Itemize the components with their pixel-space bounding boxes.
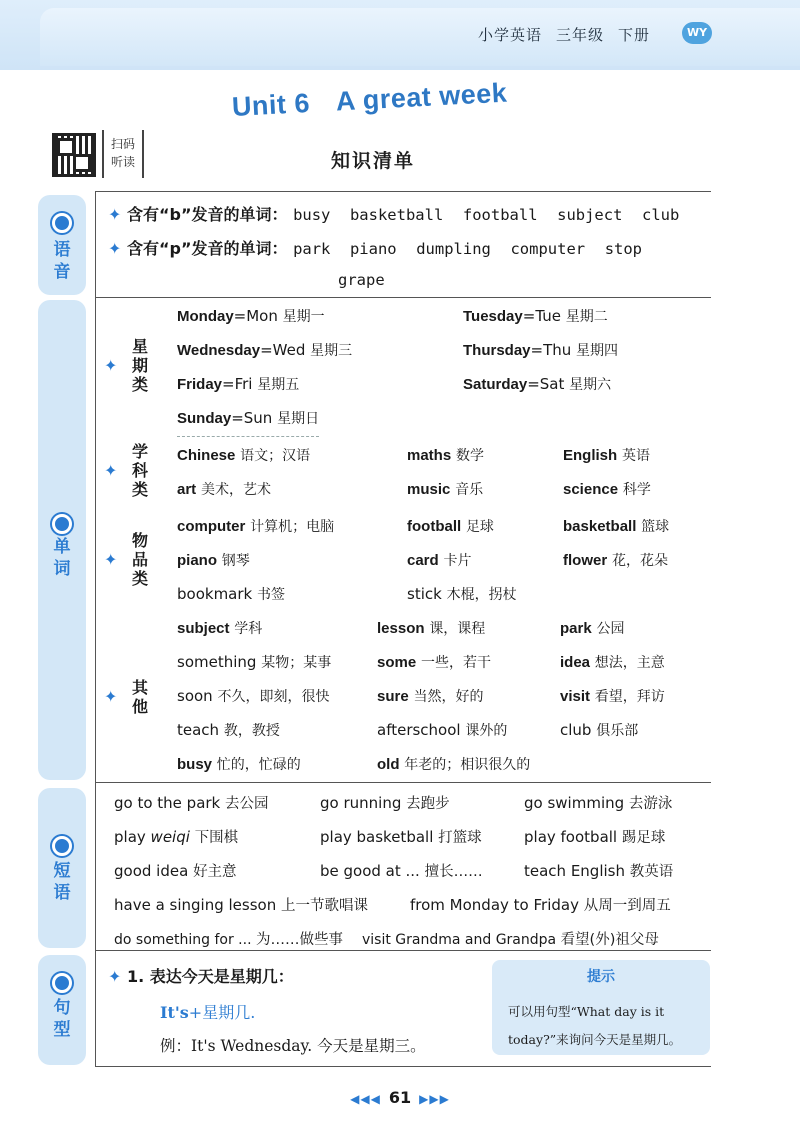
phrase-item: go to the park 去公园 (114, 794, 269, 812)
side-words-label: 单词 (53, 537, 71, 579)
divider (95, 1066, 711, 1067)
vocab-item: Sunday=Sun 星期日 (177, 408, 319, 437)
vocab-item: lesson 课，课程 (377, 620, 486, 637)
box-left-border (95, 191, 96, 1066)
category-items-label: 物品类 (131, 531, 148, 588)
side-sentences (38, 955, 86, 1065)
phrase-item: play basketball 打篮球 (320, 828, 482, 846)
tip-title: 提示 (587, 969, 615, 985)
pattern-en: It's (160, 1003, 189, 1022)
tip-box (492, 960, 710, 1055)
star-bullet-icon: ✦ (104, 461, 118, 480)
unit-number: Unit 6 (231, 87, 311, 122)
category-others (104, 678, 152, 716)
phrase-item: from Monday to Friday 从周一到周五 (410, 896, 671, 914)
side-sentences-label: 句型 (53, 998, 71, 1040)
vocab-item: flower 花，花朵 (563, 552, 668, 569)
vocab-item: afterschool 课外的 (377, 721, 508, 739)
target-icon (52, 213, 72, 233)
vocab-item: computer 计算机；电脑 (177, 518, 335, 535)
sentence-example (160, 1034, 426, 1056)
p-sound-row-2 (338, 270, 399, 289)
category-subjects (104, 442, 152, 499)
page-footer (0, 1088, 800, 1107)
phrase-item: play football 踢足球 (524, 828, 666, 846)
vocab-item: visit 看望，拜访 (560, 688, 665, 705)
scan-line2: 听读 (110, 155, 135, 169)
b-sound-row (108, 202, 693, 225)
divider (95, 191, 711, 192)
vocab-item: Wednesday=Wed 星期三 (177, 341, 353, 359)
sentence-pattern (160, 1000, 255, 1023)
header-grade: 三年级 (555, 26, 604, 44)
vocab-item: idea 想法，主意 (560, 654, 665, 671)
word: grape (338, 271, 385, 289)
sentence-heading-text: 1. 表达今天是星期几： (126, 967, 294, 986)
example-label: 例： (160, 1037, 192, 1055)
tip-line: 可以用句型“What day is it (508, 1004, 665, 1019)
vocab-item: club 俱乐部 (560, 721, 639, 739)
target-icon (52, 836, 72, 856)
b-sound-label: 含有“b”发音的单词： (126, 205, 288, 224)
phrase-item: go swimming 去游泳 (524, 794, 673, 812)
phrase-item: have a singing lesson 上一节歌唱课 (114, 896, 368, 914)
scan-line1: 扫码 (110, 137, 135, 151)
vocab-item: some 一些，若干 (377, 654, 491, 671)
header-text (464, 24, 704, 45)
phrase-item: teach English 教英语 (524, 862, 674, 880)
header-volume: 下册 (617, 26, 650, 44)
vocab-item: Friday=Fri 星期五 (177, 375, 300, 393)
header-subject: 小学英语 (477, 26, 542, 44)
category-subjects-label: 学科类 (131, 442, 148, 499)
vocab-item: stick 木棍，拐杖 (407, 585, 517, 603)
vocab-item: Monday=Mon 星期一 (177, 307, 325, 325)
pattern-cn: +星期几. (188, 1003, 256, 1022)
p-sound-row (108, 236, 656, 259)
word: subject (557, 206, 623, 224)
vocab-item: bookmark 书签 (177, 585, 286, 603)
tip-line: today?”来询问今天是星期几。 (508, 1032, 682, 1047)
star-bullet-icon: ✦ (104, 550, 118, 569)
vocab-item: card 卡片 (407, 552, 472, 569)
category-items (104, 531, 152, 588)
word: dumpling (416, 240, 491, 258)
vocab-item: something 某物；某事 (177, 653, 332, 671)
word: stop (604, 240, 643, 258)
word: park (293, 240, 331, 258)
vocab-item: Thursday=Thu 星期四 (463, 341, 619, 359)
side-pronunciation (38, 195, 86, 295)
category-days-label: 星期类 (131, 337, 148, 394)
prev-arrows-icon[interactable]: ◀◀◀ (350, 1092, 381, 1106)
sentence-heading (108, 964, 294, 987)
vocab-item: music 音乐 (407, 481, 484, 498)
star-bullet-icon: ✦ (104, 687, 118, 706)
category-others-label: 其他 (131, 678, 148, 716)
side-phrases-label: 短语 (53, 861, 71, 903)
star-bullet-icon: ✦ (104, 356, 118, 375)
target-icon (52, 514, 72, 534)
page-number: 61 (388, 1088, 412, 1107)
phrase-item: be good at ... 擅长…… (320, 862, 483, 880)
next-arrows-icon[interactable]: ▶▶▶ (419, 1092, 450, 1106)
word: football (462, 206, 538, 224)
phrase-item: good idea 好主意 (114, 862, 237, 880)
scan-listen-label[interactable] (102, 130, 144, 178)
vocab-item: teach 教，教授 (177, 721, 280, 739)
example-en: It's Wednesday. (191, 1037, 313, 1055)
vocab-item: piano 钢琴 (177, 552, 250, 569)
word: piano (349, 240, 397, 258)
section-title: 知识清单 (331, 150, 416, 172)
word: basketball (349, 206, 444, 224)
vocab-item: art 美术，艺术 (177, 481, 271, 498)
vocab-item: science 科学 (563, 481, 651, 498)
star-bullet-icon: ✦ (108, 967, 122, 986)
side-words (38, 300, 86, 780)
word: club (642, 206, 680, 224)
word: computer (510, 240, 586, 258)
vocab-item: Tuesday=Tue 星期二 (463, 307, 608, 325)
phrase-item: visit Grandma and Grandpa 看望(外)祖父母 (362, 932, 659, 948)
unit-title (231, 78, 508, 123)
vocab-item: old 年老的；相识很久的 (377, 756, 531, 773)
p-sound-label: 含有“p”发音的单词： (126, 239, 288, 258)
publisher-badge: WY (682, 22, 712, 44)
vocab-item: Chinese 语文；汉语 (177, 447, 311, 464)
vocab-item: park 公园 (560, 620, 625, 637)
vocab-item: maths 数学 (407, 447, 484, 464)
divider (95, 297, 711, 298)
unit-name: A great week (335, 77, 508, 117)
divider (95, 950, 711, 951)
star-bullet-icon: ✦ (108, 205, 122, 224)
word: busy (293, 206, 331, 224)
divider (95, 782, 711, 783)
example-cn: 今天是星期三。 (317, 1037, 426, 1055)
target-icon (52, 973, 72, 993)
vocab-item: basketball 篮球 (563, 518, 670, 535)
side-phrases (38, 788, 86, 948)
side-pronunciation-label: 语音 (53, 240, 71, 282)
vocab-item: subject 学科 (177, 620, 263, 637)
vocab-item: sure 当然，好的 (377, 688, 484, 705)
vocab-item: football 足球 (407, 518, 494, 535)
vocab-item: Saturday=Sat 星期六 (463, 375, 612, 393)
star-bullet-icon: ✦ (108, 239, 122, 258)
vocab-item: soon 不久，即刻，很快 (177, 687, 330, 705)
vocab-item: busy 忙的，忙碌的 (177, 756, 301, 773)
phrase-item: go running 去跑步 (320, 794, 450, 812)
qr-code-icon[interactable] (52, 133, 96, 177)
phrase-item: do something for ... 为……做些事 (114, 932, 343, 948)
phrase-item: play weiqi 下围棋 (114, 828, 239, 846)
vocab-item: English 英语 (563, 447, 650, 464)
category-days (104, 337, 152, 394)
tip-body (508, 998, 704, 1054)
